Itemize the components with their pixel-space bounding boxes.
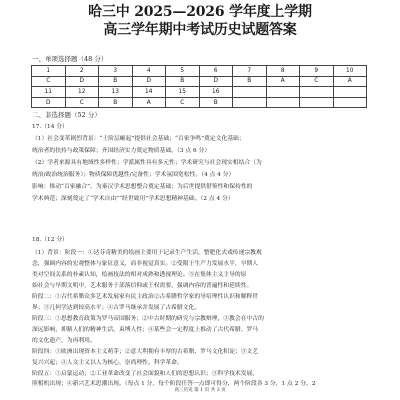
answer-cell: A [266, 76, 300, 87]
answer-line: 阶段二：①古代希腊众多艺术发展家有民主政治②古希腊哲学家的导培理性认识和解释世 [32, 294, 259, 300]
answer-line: 类对空间关系的朴素认知，绘画技法的相对成熟和透视理论。③在集体主义主导的原 [32, 272, 247, 278]
answer-line: 影响：推动“百家融合”，为秦汉学术思想整合奠定基础；为后世提供借鉴性和保持性的 [32, 184, 253, 190]
answer-cell: C [166, 97, 200, 108]
question-18-heading: 18.（12 分） [32, 237, 68, 243]
answer-cell: D [199, 76, 233, 87]
answer-cell: 14 [132, 87, 166, 98]
answer-cell: C [300, 76, 334, 87]
answer-cell: 7 [233, 66, 267, 77]
section1-heading: 一、单项选择题（48 分） [32, 55, 108, 63]
answer-line: 阶段五：①启蒙运动；②工业革命改变了社会面貌和人们的思想认识；③科学技术发展， [32, 371, 259, 377]
answer-cell: B [199, 97, 233, 108]
answer-cell [233, 87, 267, 98]
answer-cell [266, 97, 300, 108]
answer-table-row-answers-2 [32, 97, 367, 108]
answer-table-row-answers-1 [32, 76, 367, 87]
answer-cell: C [32, 76, 66, 87]
answer-line: 统治/政治统治服务）；物质保障优越性/完备性；学术氛围宽松性。（4 点 4 分） [32, 172, 235, 178]
answer-cell [300, 97, 334, 108]
answer-line: （1）背景：阶段一：①达芬奇精美的绘画主要用于记录生产生活，整肥化式戏传递宗教观 [32, 250, 262, 256]
answer-cell [233, 97, 267, 108]
answer-line: 照相机出现；④新兴艺术思潮出现。（每点 1 分，每个阶段任答一点即可得分，两个阶段各 3 分，1 点 2 分，2 [32, 381, 316, 387]
answer-cell: 3 [99, 66, 133, 77]
answer-line: 阶段四：①欧洲出现资本主义萌芽；②意大利拥有丰厚的古希腊、罗马文化积淀；③文艺 [32, 349, 259, 355]
answer-line: （2）学者来源具有地域性多样性；学派属性具有多元性；学术研究与社会现实相结合（为 [32, 160, 262, 166]
answer-cell: 11 [32, 87, 66, 98]
answer-cell [333, 87, 367, 98]
answer-table [31, 65, 367, 108]
answer-cell [300, 87, 334, 98]
answer-cell: 9 [300, 66, 334, 77]
answer-cell: C [65, 97, 99, 108]
answer-table-row-numbers-1 [32, 66, 367, 77]
exam-title-line2: 高三学年期中考试历史试题答案 [103, 22, 297, 38]
answer-cell: 4 [132, 66, 166, 77]
question-17-heading: 17.（14 分） [32, 124, 68, 130]
answer-cell: D [32, 97, 66, 108]
exam-title-line1: 哈三中 2025—2026 学年度上学期 [88, 4, 312, 20]
answer-cell: D [65, 76, 99, 87]
answer-line: 始社会与早期文明中，艺术服务于部落信仰或王权需要，强调内容的普遍性和延续性。 [32, 283, 253, 289]
answer-cell: A [132, 97, 166, 108]
answer-cell: 13 [99, 87, 133, 98]
answer-cell: 12 [65, 87, 99, 98]
answer-line: 界；③几何学达到较高水平；④古罗马继承并发展了古希腊文化。 [32, 305, 201, 311]
answer-line: 的文化遗产，为再利用。 [32, 338, 96, 344]
answer-line: （1）社会变革剧烈背景：“士阶层崛起”提供社会基础；“百家争鸣”奠定文化基础； [32, 136, 245, 142]
answer-cell: 2 [65, 66, 99, 77]
answer-table-row-numbers-2 [32, 87, 367, 98]
answer-cell: 5 [166, 66, 200, 77]
answer-cell: B [166, 76, 200, 87]
answer-cell: D [132, 76, 166, 87]
answer-cell: 8 [266, 66, 300, 77]
answer-cell: 10 [333, 66, 367, 77]
answer-line: 阶段三：①思想教育政策为罗马帝国服务；②中古时期的研究与宗教辩理，③教会在中古的 [32, 316, 264, 322]
section2-heading: 二、非选择题（52 分） [32, 111, 101, 119]
answer-line: 复兴兴起；④人文主义以人为核心，崇尚理性、科学革命。 [32, 360, 183, 366]
answer-cell: 16 [199, 87, 233, 98]
answer-cell: B [99, 76, 133, 87]
answer-cell: 6 [199, 66, 233, 77]
answer-cell: 1 [32, 66, 66, 77]
answer-cell: B [233, 76, 267, 87]
page-footer: 高三历史 第 1 页 共 3 页 [174, 388, 226, 393]
answer-line: 念，强调内容的宏观整体与象征意义，而非视觉真实。②受限于生产力发展水平，早期人 [32, 261, 259, 267]
answer-cell: B [99, 97, 133, 108]
answer-line: 深远影响，抑制人们的精神生活，束缚人性；④某些会一定程度上推动了古代希腊、罗马 [32, 327, 259, 333]
answer-cell: 15 [166, 87, 200, 98]
answer-line: 统治者的扶持与政策保障；齐国经济实力奠定物质基础。（3 点 6 分） [32, 148, 211, 154]
answer-line: 学术典范；深刻奠定了“学术自由”“经世致用”学术思想精神基础。（2 点 4 分） [32, 196, 234, 202]
answer-cell [266, 87, 300, 98]
answer-cell [333, 97, 367, 108]
answer-cell: A [333, 76, 367, 87]
